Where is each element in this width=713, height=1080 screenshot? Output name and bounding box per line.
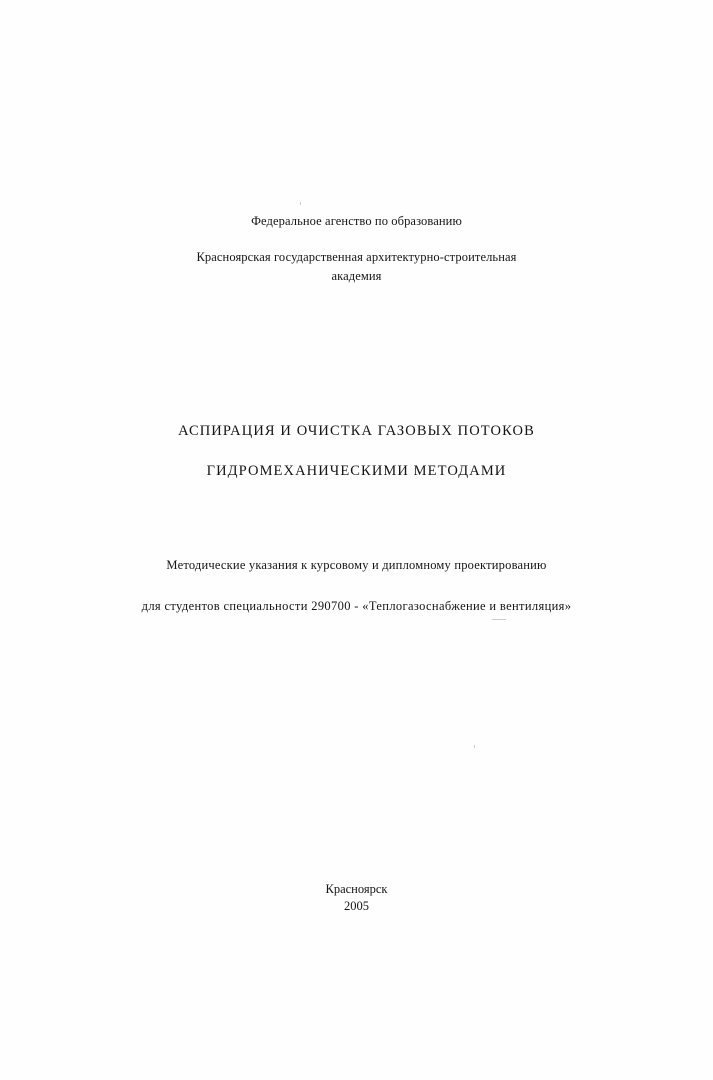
publisher-institution-line-1: Красноярская государственная архитектурно-строительная	[196, 250, 517, 264]
publisher-institution-line-2: академия	[331, 269, 382, 284]
document-subtitle-line-1: Методические указания к курсовому и дипломному проектированию	[166, 558, 547, 572]
imprint-year: 2005	[344, 898, 369, 913]
publisher-agency: Федеральное агенство по образованию	[251, 214, 462, 228]
document-subtitle-block	[0, 558, 713, 614]
document-title-block	[0, 424, 713, 480]
document-imprint-block	[0, 881, 713, 915]
publisher-institution-block	[0, 248, 713, 287]
document-title-line-2: ГИДРОМЕХАНИЧЕСКИМИ МЕТОДАМИ	[206, 462, 507, 479]
scan-speck	[300, 202, 301, 205]
document-title-line-1: АСПИРАЦИЯ И ОЧИСТКА ГАЗОВЫХ ПОТОКОВ	[178, 423, 535, 439]
document-subtitle-line-2: для студентов специальности 290700 - «Теплогазоснабжение и вентиляция»	[141, 599, 572, 613]
imprint-city: Красноярск	[325, 882, 388, 896]
publisher-agency-block	[0, 212, 713, 230]
scan-underline-mark	[492, 619, 506, 620]
scan-speck	[474, 745, 475, 748]
